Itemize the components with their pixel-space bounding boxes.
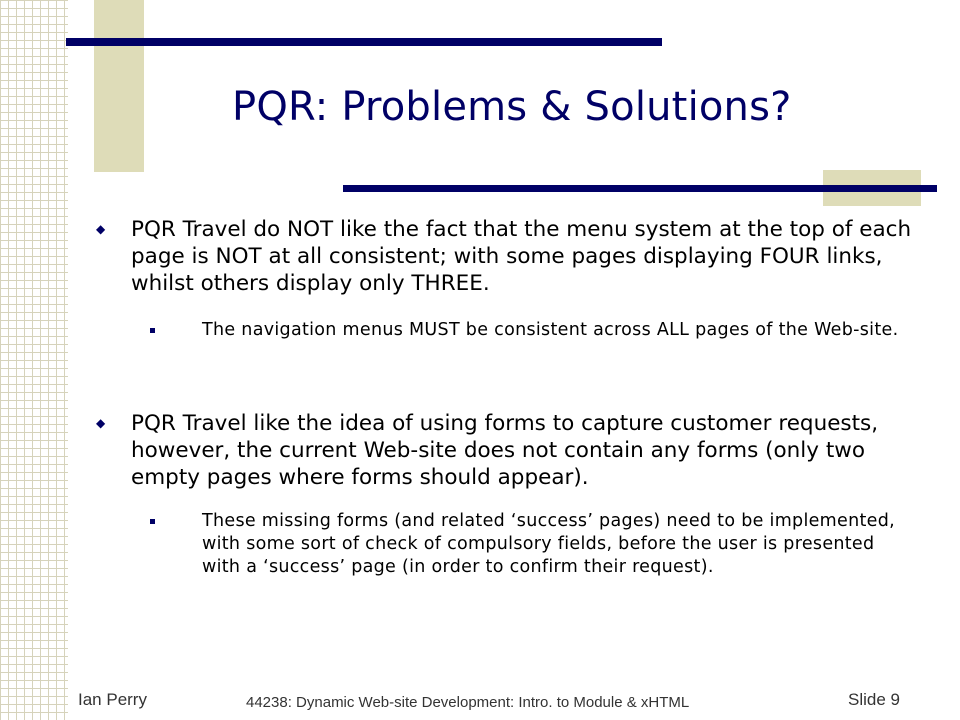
footer-course-title: 44238: Dynamic Web-site Development: Intro. to Module & xHTML — [246, 694, 690, 711]
square-bullet-icon — [150, 519, 155, 524]
decorative-navy-line-top — [66, 38, 662, 46]
slide-title: PQR: Problems & Solutions? — [232, 84, 792, 130]
sub-bullet-text: These missing forms (and related ‘success’ pages) need to be implemented, with some sort of check of compulsory fields, before the user is presented with a ‘success’ page (in order to confirm their request). — [202, 511, 895, 577]
bullet-text: PQR Travel like the idea of using forms to capture customer requests, however, the current Web-site does not contain any forms (only two empty pages where forms should appear). — [131, 411, 879, 490]
footer-slide-number: Slide 9 — [848, 690, 900, 709]
grid-pattern-strip — [0, 0, 68, 720]
sub-bullet-item — [150, 510, 910, 579]
diamond-bullet-icon: ◆ — [96, 416, 106, 430]
sub-bullet-text: The navigation menus MUST be consistent across ALL pages of the Web-site. — [202, 320, 899, 340]
bullet-item — [96, 216, 916, 297]
decorative-tan-block-top — [94, 0, 144, 172]
decorative-navy-line-bottom — [343, 185, 937, 192]
footer-author: Ian Perry — [78, 690, 147, 709]
bullet-item — [96, 410, 916, 491]
square-bullet-icon — [150, 328, 155, 333]
bullet-text: PQR Travel do NOT like the fact that the menu system at the top of each page is NOT at all consistent; with some pages displaying FOUR links, whilst others display only THREE. — [131, 217, 912, 296]
sub-bullet-item — [150, 319, 910, 342]
diamond-bullet-icon: ◆ — [96, 222, 106, 236]
